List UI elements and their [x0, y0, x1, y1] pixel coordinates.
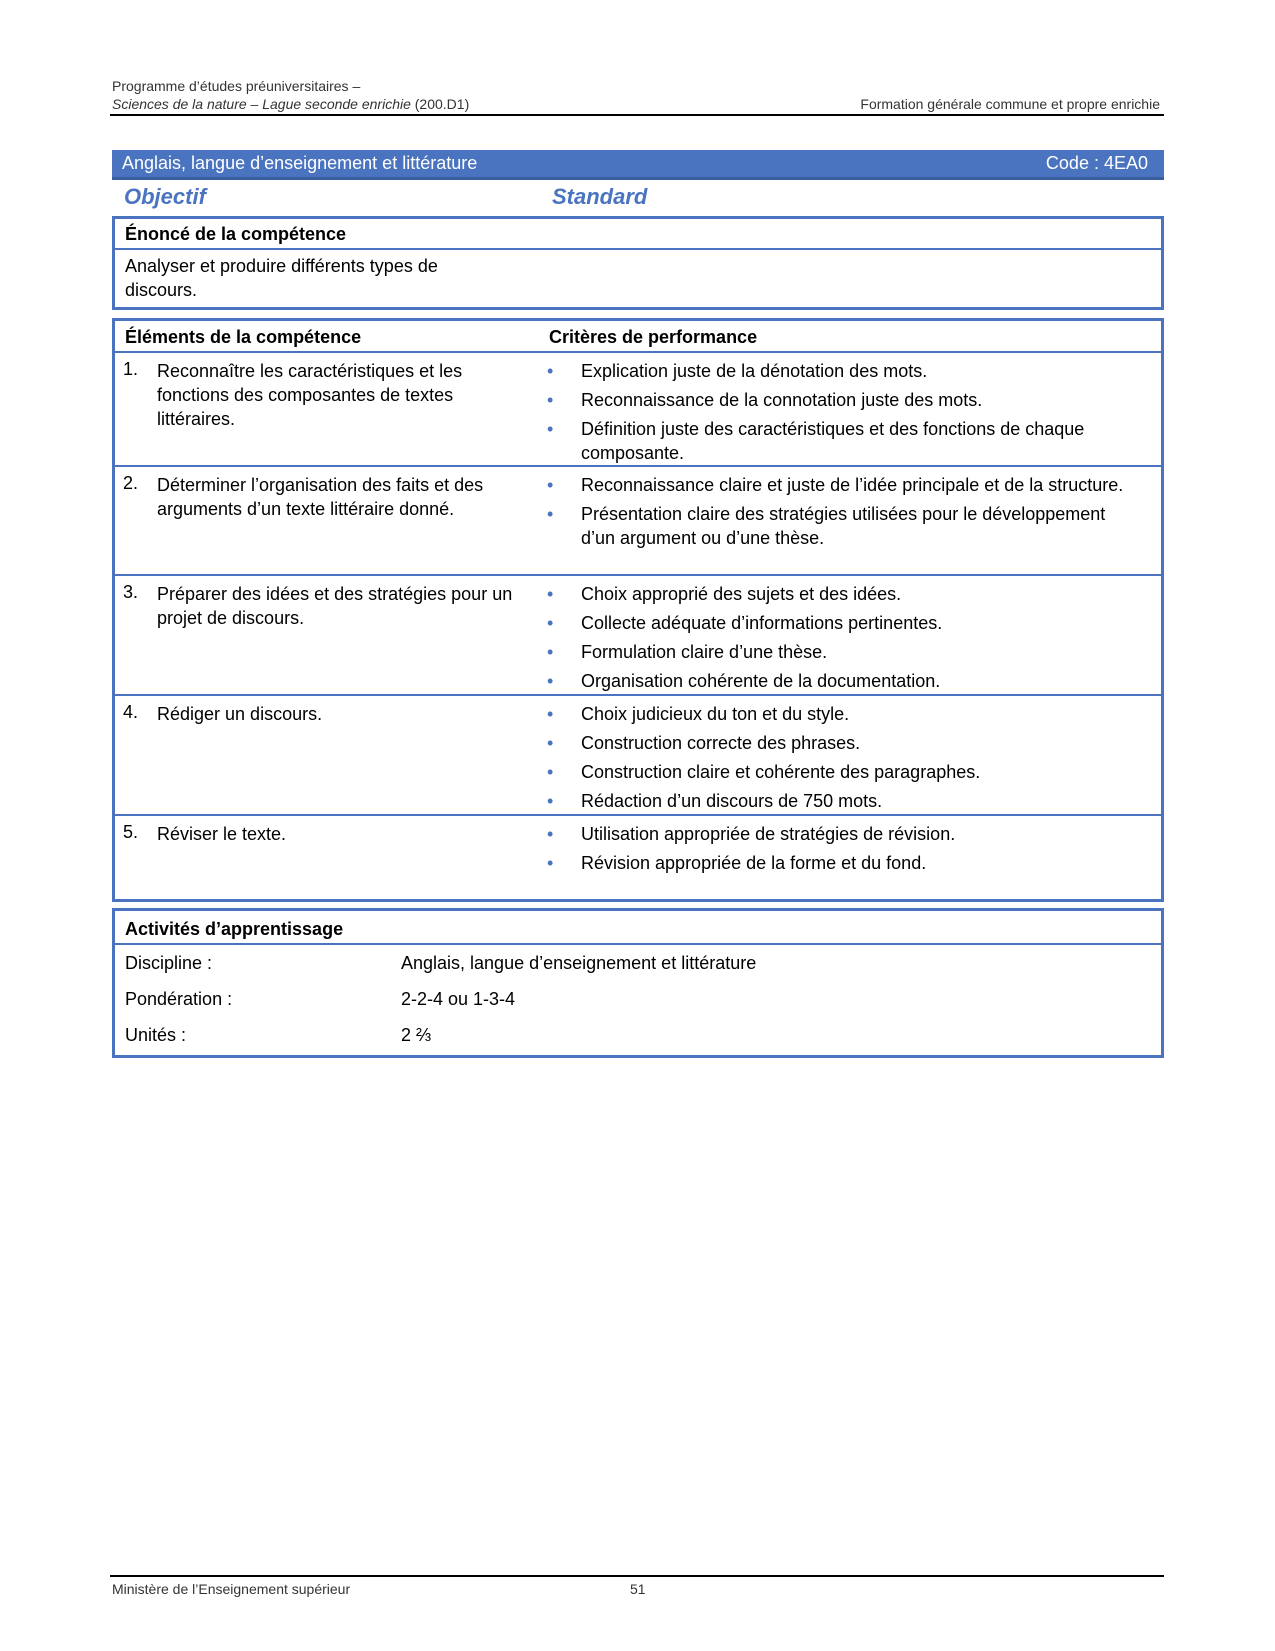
criterion-text: Reconnaissance claire et juste de l’idée principale et de la structure. [581, 475, 1124, 495]
element-number: 3. [123, 582, 139, 602]
list-item [545, 789, 1135, 813]
bullet-icon: • [547, 584, 554, 604]
bullet-icon: • [547, 824, 554, 844]
bullet-icon: • [547, 671, 554, 691]
list-item [545, 851, 1135, 875]
table-row [115, 576, 1161, 696]
element-number: 2. [123, 473, 139, 493]
criteria-heading: Critères de performance [549, 327, 758, 347]
criterion-text: Rédaction d’un discours de 750 mots. [581, 791, 883, 811]
bullet-icon: • [547, 704, 554, 724]
bullet-icon: • [547, 733, 554, 753]
activity-label: Pondération : [125, 989, 233, 1009]
list-item [545, 502, 1135, 550]
list-item [545, 731, 1135, 755]
list-item [545, 640, 1135, 664]
bullet-icon: • [547, 642, 554, 662]
list-item [545, 417, 1135, 465]
footer-ministry: Ministère de l’Enseignement supérieur [112, 1581, 351, 1597]
course-code: Code : 4EA0 [1045, 153, 1148, 173]
table-row [115, 467, 1161, 576]
competence-statement-text: Analyser et produire différents types de discours. [125, 256, 438, 300]
list-item [545, 669, 1135, 693]
criteria-list [545, 702, 1135, 818]
list-item [545, 760, 1135, 784]
bullet-icon: • [547, 475, 554, 495]
list-item [545, 822, 1135, 846]
criterion-text: Formulation claire d’une thèse. [581, 642, 828, 662]
criterion-text: Choix judicieux du ton et du style. [581, 704, 850, 724]
activity-value: 2 ⅔ [401, 1025, 432, 1045]
activity-label: Unités : [125, 1025, 187, 1045]
activity-row-discipline [115, 945, 1161, 981]
element-text: Reconnaître les caractéristiques et les fonctions des composantes de textes littéraires. [157, 361, 463, 429]
bullet-icon: • [547, 762, 554, 782]
element-number: 4. [123, 702, 139, 722]
competence-statement-box [112, 216, 1164, 310]
criterion-text: Collecte adéquate d’informations pertinentes. [581, 613, 943, 633]
element-text: Déterminer l’organisation des faits et des arguments d’un texte littéraire donné. [157, 475, 484, 519]
bullet-icon: • [547, 791, 554, 811]
list-item [545, 359, 1135, 383]
list-item [545, 582, 1135, 606]
element-number: 5. [123, 822, 139, 842]
page-number: 51 [630, 1581, 646, 1597]
objectif-label: Objectif [124, 184, 206, 209]
bullet-icon: • [547, 361, 554, 381]
bullet-icon: • [547, 419, 554, 439]
element-text: Réviser le texte. [157, 824, 287, 844]
page-footer [110, 1575, 1164, 1599]
criterion-text: Construction correcte des phrases. [581, 733, 861, 753]
element-text: Rédiger un discours. [157, 704, 323, 724]
table-row [115, 353, 1161, 467]
table-row [115, 696, 1161, 816]
criteria-list [545, 582, 1135, 698]
course-title-bar [112, 150, 1164, 180]
list-item [545, 611, 1135, 635]
criterion-text: Reconnaissance de la connotation juste des mots. [581, 390, 983, 410]
elements-table-header [115, 321, 1161, 353]
activity-value: Anglais, langue d’enseignement et littérature [401, 953, 757, 973]
header-program-name: Sciences de la nature – Lague seconde enrichie [112, 96, 411, 112]
elements-table [112, 318, 1164, 902]
criterion-text: Définition juste des caractéristiques et des fonctions de chaque composante. [581, 419, 1085, 463]
subtitle-row [122, 184, 1152, 212]
elements-heading: Éléments de la compétence [125, 327, 362, 347]
table-row [115, 816, 1161, 899]
element-text: Préparer des idées et des stratégies pour un projet de discours. [157, 584, 513, 628]
header-formation: Formation générale commune et propre enrichie [860, 96, 1160, 112]
criterion-text: Présentation claire des stratégies utilisées pour le développement d’un argument ou d’une thèse. [581, 504, 1106, 548]
header-program: Programme d’études préuniversitaires – [112, 78, 361, 94]
header-program-code: (200.D1) [414, 96, 470, 112]
activity-row-ponderation [115, 981, 1161, 1017]
activity-label: Discipline : [125, 953, 213, 973]
criterion-text: Révision appropriée de la forme et du fond. [581, 853, 927, 873]
learning-activities-heading: Activités d’apprentissage [115, 911, 1161, 945]
competence-statement-heading: Énoncé de la compétence [115, 219, 1161, 250]
criterion-text: Construction claire et cohérente des paragraphes. [581, 762, 981, 782]
bullet-icon: • [547, 853, 554, 873]
activity-row-unites [115, 1017, 1161, 1053]
bullet-icon: • [547, 613, 554, 633]
list-item [545, 388, 1135, 412]
criterion-text: Choix approprié des sujets et des idées. [581, 584, 902, 604]
standard-label: Standard [552, 184, 648, 209]
bullet-icon: • [547, 390, 554, 410]
criteria-list [545, 822, 1135, 880]
criteria-list [545, 473, 1135, 555]
criterion-text: Utilisation appropriée de stratégies de révision. [581, 824, 956, 844]
page-header [110, 76, 1164, 116]
list-item [545, 702, 1135, 726]
list-item [545, 473, 1135, 497]
course-title: Anglais, langue d’enseignement et littérature [122, 153, 478, 173]
bullet-icon: • [547, 504, 554, 524]
header-program-detail [112, 96, 469, 112]
criterion-text: Organisation cohérente de la documentation. [581, 671, 941, 691]
activity-value: 2-2-4 ou 1-3-4 [401, 989, 516, 1009]
criteria-list [545, 359, 1135, 470]
learning-activities-box [112, 908, 1164, 1058]
criterion-text: Explication juste de la dénotation des mots. [581, 361, 928, 381]
element-number: 1. [123, 359, 139, 379]
